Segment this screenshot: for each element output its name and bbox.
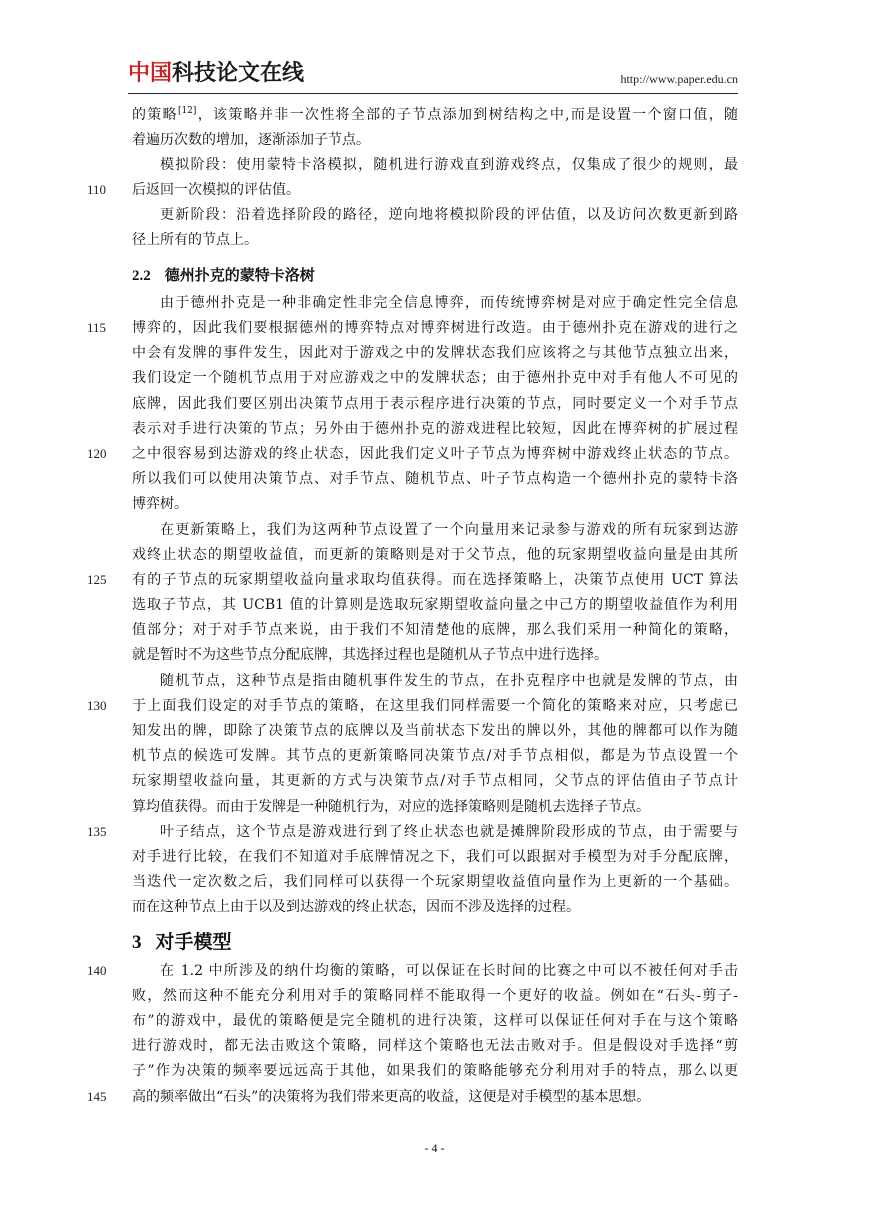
site-url[interactable]: http://www.paper.edu.cn (620, 72, 738, 86)
section-heading-2-2 (132, 265, 315, 286)
line-number-120: 120 (87, 446, 107, 461)
text-line: 值部分；对于对手节点来说，由于我们不知清楚他的底牌，那么我们采用一种简化的策略， (132, 622, 738, 638)
text-line: 知发出的牌，即除了决策节点的底牌以及当前状态下发出的牌以外，其他的牌都可以作为随 (132, 723, 738, 739)
text-span: 的策略 (132, 107, 178, 123)
text-line: 着遍历次数的增加，逐渐添加子节点。 (132, 132, 370, 148)
text-line: 对手进行比较，在我们不知道对手底牌情况之下，我们可以跟据对手模型为对手分配底牌， (132, 849, 738, 865)
text-line: 子”作为决策的频率要远远高于其他，如果我们的策略能够充分利用对手的特点，那么以更 (132, 1063, 738, 1079)
header-divider (128, 93, 738, 94)
text-line: 于上面我们设定的对手节点的策略，在这里我们同样需要一个简化的策略来对应，只考虑已 (132, 698, 738, 714)
text-line: 更新阶段：沿着选择阶段的路径，逆向地将模拟阶段的评估值，以及访问次数更新到路 (160, 207, 738, 223)
text-line: 选取子节点，其 UCB1 值的计算则是选取玩家期望收益向量之中己方的期望收益值作为利用 (132, 597, 738, 613)
section-title: 德州扑克的蒙特卡洛树 (164, 266, 315, 284)
line-number-130: 130 (87, 698, 107, 713)
text-line: 机节点的候选可发牌。其节点的更新策略同决策节点/对手节点相似，都是为节点设置一个 (132, 748, 738, 764)
text-line (132, 106, 738, 124)
text-line: 败，然而这种不能充分利用对手的策略同样不能取得一个更好的收益。例如在“石头-剪子- (132, 988, 738, 1004)
text-line: 就是暂时不为这些节点分配底牌，其选择过程也是随机从子节点中进行选择。 (132, 647, 608, 663)
text-line: 底牌，因此我们要区别出决策节点用于表示程序进行决策的节点，同时要定义一个对手节点 (132, 396, 738, 412)
line-number-110: 110 (87, 182, 107, 197)
text-line: 之中很容易到达游戏的终止状态，因此我们定义叶子节点为博弈树中游戏终止状态的节点。 (132, 446, 738, 462)
text-line: 后返回一次模拟的评估值。 (132, 182, 300, 198)
citation-ref[interactable]: [12] (177, 106, 197, 116)
text-line: 在更新策略上，我们为这两种节点设置了一个向量用来记录参与游戏的所有玩家到达游 (160, 522, 738, 538)
text-line: 当迭代一定次数之后，我们同样可以获得一个玩家期望收益值向量作为上更新的一个基础。 (132, 874, 738, 890)
line-number-125: 125 (87, 572, 107, 587)
text-line: 进行游戏时，都无法击败这个策略，同样这个策略也无法击败对手。但是假设对手选择“剪 (132, 1038, 738, 1054)
text-line: 博弈树。 (132, 496, 188, 512)
text-line: 算均值获得。而由于发牌是一种随机行为，对应的选择策略则是随机去选择子节点。 (132, 799, 650, 815)
text-line: 博弈的，因此我们要根据德州的博弈特点对博弈树进行改造。由于德州扑克在游戏的进行之 (132, 320, 738, 336)
text-line: 模拟阶段：使用蒙特卡洛模拟，随机进行游戏直到游戏终点，仅集成了很少的规则，最 (160, 157, 738, 173)
text-line: 叶子结点，这个节点是游戏进行到了终止状态也就是摊牌阶段形成的节点，由于需要与 (160, 824, 738, 840)
section-number: 3 (132, 932, 142, 953)
line-number-145: 145 (87, 1089, 107, 1104)
text-line: 随机节点，这种节点是指由随机事件发生的节点，在扑克程序中也就是发牌的节点，由 (160, 673, 738, 689)
logo-dark-text: 科技论文在线 (172, 61, 305, 86)
text-line: 径上所有的节点上。 (132, 232, 258, 248)
text-line: 高的频率做出“石头”的决策将为我们带来更高的收益，这便是对手模型的基本思想。 (132, 1089, 651, 1105)
line-number-135: 135 (87, 824, 107, 839)
text-line: 由于德州扑克是一种非确定性非完全信息博弈，而传统博弈树是对应于确定性完全信息 (160, 295, 738, 311)
text-line: 有的子节点的玩家期望收益向量求取均值获得。而在选择策略上，决策节点使用 UCT 算法 (132, 572, 738, 588)
text-line: 在 1.2 中所涉及的纳什均衡的策略，可以保证在长时间的比赛之中可以不被任何对手击 (160, 963, 738, 979)
line-number-115: 115 (87, 320, 107, 335)
section-heading-3 (132, 930, 232, 955)
section-title: 对手模型 (155, 931, 232, 953)
text-line: 所以我们可以使用决策节点、对手节点、随机节点、叶子节点构造一个德州扑克的蒙特卡洛 (132, 471, 738, 487)
text-line: 玩家期望收益向量，其更新的方式与决策节点/对手节点相同，父节点的评估值由子节点计 (132, 773, 738, 789)
text-line: 而在这种节点上由于以及到达游戏的终止状态，因而不涉及选择的过程。 (132, 899, 580, 915)
section-number: 2.2 (132, 268, 151, 284)
page-number: - 4 - (424, 1141, 445, 1155)
text-line: 戏终止状态的期望收益值，而更新的策略则是对于父节点，他的玩家期望收益向量是由其所 (132, 547, 738, 563)
text-line: 中会有发牌的事件发生，因此对于游戏之中的发牌状态我们应该将之与其他节点独立出来， (132, 345, 738, 361)
line-number-140: 140 (87, 963, 107, 978)
text-line: 我们设定一个随机节点用于对应游戏之中的发牌状态；由于德州扑克中对手有他人不可见的 (132, 370, 738, 386)
text-line: 布”的游戏中，最优的策略便是完全随机的进行决策，这样可以保证任何对手在与这个策略 (132, 1013, 738, 1029)
logo-red-text: 中国 (128, 61, 173, 86)
text-span: ，该策略并非一次性将全部的子节点添加到树结构之中,而是设置一个窗口值，随 (196, 107, 738, 123)
text-line: 表示对手进行决策的节点；另外由于德州扑克的游戏进程比较短，因此在博弈树的扩展过程 (132, 421, 738, 437)
site-logo[interactable] (128, 60, 304, 88)
